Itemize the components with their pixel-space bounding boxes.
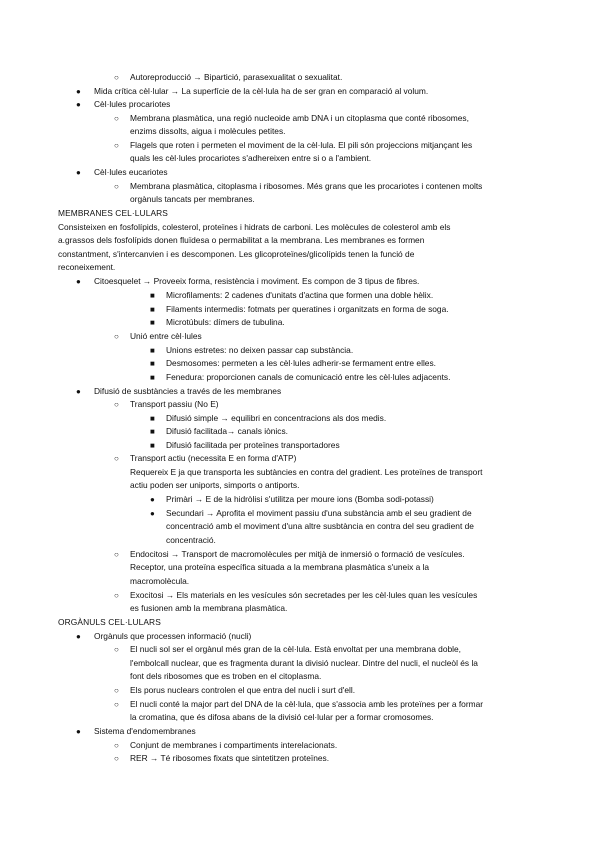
text-line	[130, 125, 285, 138]
list-bullet: ●	[76, 632, 81, 641]
list-bullet: ■	[150, 305, 155, 314]
text-line	[114, 684, 356, 697]
line-text: quals les cèl·lules procariotes s'adhereixen entre si o a l'ambient.	[130, 153, 372, 163]
line-text: ORGÀNULS CEL·LULARS	[58, 617, 161, 627]
text-line	[130, 575, 189, 588]
text-line	[76, 275, 420, 288]
line-text: Fenedura: proporcionen canals de comunicació entre les cèl·lules adjacents.	[166, 372, 451, 382]
list-bullet: ●	[76, 87, 81, 96]
text-line	[114, 112, 469, 125]
text-line	[150, 357, 436, 370]
line-text: enzims dissolts, aigua i molècules petites.	[130, 126, 286, 136]
list-bullet: ■	[150, 441, 155, 450]
list-bullet: ○	[114, 754, 119, 763]
line-text: l'embolcall nuclear, que es fragmenta durant la divisió nuclear. Dintre del nucli, el nucleòl és la	[130, 658, 478, 668]
line-text: MEMBRANES CEL·LULARS	[58, 208, 168, 218]
line-text: Microtúbuls: dímers de tubulina.	[166, 317, 285, 327]
text-line	[76, 85, 429, 98]
text-line	[150, 344, 354, 357]
text-line	[130, 193, 255, 206]
text-line	[114, 452, 297, 465]
list-bullet: ○	[114, 686, 119, 695]
line-text: macromolècula.	[130, 576, 190, 586]
text-line	[130, 561, 429, 574]
text-line	[130, 466, 482, 479]
line-text: a.grassos dels fosfolípids donen fluïdesa o permabilitat a la membrana. Les membranes es formen	[58, 235, 425, 245]
line-text: RER → Té ribosomes fixats que sintetitzen proteïnes.	[130, 753, 330, 763]
text-line	[76, 630, 252, 643]
text-line	[150, 439, 340, 452]
line-text: font dels ribosomes que es troben en el citoplasma.	[130, 671, 322, 681]
list-bullet: ●	[150, 509, 155, 518]
line-text: Desmosomes: permeten a les cèl·lules adherir-se fermament entre elles.	[166, 358, 436, 368]
text-line	[150, 303, 449, 316]
line-text: Secundari → Aprofita el moviment passiu d'una substància amb el seu gradient de	[166, 508, 472, 518]
text-line	[114, 180, 483, 193]
list-bullet: ○	[114, 700, 119, 709]
line-text: Difusió facilitada→ canals iònics.	[166, 426, 288, 436]
line-text: Autoreproducció → Bipartició, parasexualitat o sexualitat.	[130, 72, 343, 82]
line-text: Flagels que roten i permeten el moviment de la cèl·lula. El pili són projeccions mitjançant les	[130, 140, 473, 150]
text-line	[114, 589, 478, 602]
text-line	[130, 152, 371, 165]
list-bullet: ■	[150, 427, 155, 436]
line-text: reconeixement.	[58, 262, 116, 272]
text-line	[166, 534, 216, 547]
line-text: Membrana plasmàtica, citoplasma i ribosomes. Més grans que les procariotes i contenen molts	[130, 181, 483, 191]
text-line	[58, 234, 424, 247]
line-text: Els porus nuclears controlen el que entra del nucli i surt d'ell.	[130, 685, 356, 695]
line-text: Orgànuls que processen informació (nucli)	[94, 631, 252, 641]
line-text: Citoesquelet → Proveeix forma, resistència i moviment. Es compon de 3 tipus de fibres.	[94, 276, 420, 286]
line-text: Cèl·lules eucariotes	[94, 167, 168, 177]
line-text: Difusió de susbtàncies a través de les membranes	[94, 386, 282, 396]
line-text: Membrana plasmàtica, una regió nucleoide amb DNA i un citoplasma que conté ribosomes,	[130, 113, 469, 123]
list-bullet: ○	[114, 645, 119, 654]
text-line	[76, 166, 168, 179]
line-text: concentració amb el moviment d'una altre susbtància en contra del seu gradient de	[166, 521, 474, 531]
line-text: Receptor, una proteïna específica situada a la membrana plasmàtica s'uneix a la	[130, 562, 430, 572]
line-text: concentració.	[166, 535, 216, 545]
text-line	[150, 507, 472, 520]
line-text: Requereix E ja que transporta les subtàncies en contra del gradient. Les proteïnes de transport	[130, 467, 483, 477]
text-line	[114, 698, 484, 711]
line-text: Difusió facilitada per proteïnes transportadores	[166, 440, 340, 450]
line-text: Consisteixen en fosfolípids, colesterol, proteïnes i hidrats de carboni. Les molècules de colesterol amb els	[58, 222, 451, 232]
text-line	[150, 316, 285, 329]
text-line	[150, 425, 288, 438]
line-text: Cèl·lules procariotes	[94, 99, 171, 109]
text-line	[150, 289, 434, 302]
line-text: Mida crítica cèl·lular → La superfície de la cèl·lula ha de ser gran en comparació al volum.	[94, 86, 429, 96]
list-bullet: ■	[150, 291, 155, 300]
list-bullet: ○	[114, 741, 119, 750]
list-bullet: ■	[150, 318, 155, 327]
list-bullet: ■	[150, 346, 155, 355]
text-line	[114, 752, 330, 765]
line-text: es fusionen amb la membrana plasmàtica.	[130, 603, 288, 613]
text-line	[114, 398, 219, 411]
text-line	[114, 71, 343, 84]
line-text: Difusió simple → equilibri en concentracions als dos medis.	[166, 413, 387, 423]
text-line	[130, 657, 478, 670]
line-text: la cromatina, que és difosa abans de la divisió cel·lular per a formar cromosomes.	[130, 712, 434, 722]
line-text: Endocitosi → Transport de macromolècules per mitjà de inmersió o formació de vesícules.	[130, 549, 465, 559]
text-line	[58, 261, 115, 274]
line-text: Microfilaments: 2 cadenes d'unitats d'actina que formen una doble hèlix.	[166, 290, 434, 300]
list-bullet: ●	[76, 387, 81, 396]
line-text: orgànuls tancats per membranes.	[130, 194, 255, 204]
text-line	[76, 725, 196, 738]
list-bullet: ●	[76, 277, 81, 286]
list-bullet: ■	[150, 373, 155, 382]
list-bullet: ○	[114, 73, 119, 82]
text-line	[76, 385, 282, 398]
line-text: Unió entre cèl·lules	[130, 331, 202, 341]
text-line	[114, 139, 473, 152]
text-line	[130, 711, 434, 724]
list-bullet: ●	[76, 168, 81, 177]
list-bullet: ○	[114, 114, 119, 123]
line-text: Sistema d'endomembranes	[94, 726, 196, 736]
text-line	[150, 412, 387, 425]
list-bullet: ○	[114, 400, 119, 409]
text-line	[130, 602, 287, 615]
text-line	[114, 739, 338, 752]
text-line	[114, 548, 465, 561]
list-bullet: ○	[114, 332, 119, 341]
line-text: Unions estretes: no deixen passar cap substància.	[166, 345, 354, 355]
line-text: constantment, s'intercanvien i es descomponen. Les glicoproteïnes/glicolípids tenen la funció de	[58, 249, 415, 259]
line-text: El nucli conté la major part del DNA de la cèl·lula, que s'associa amb les proteïnes per a formar	[130, 699, 484, 709]
text-line	[130, 479, 299, 492]
list-bullet: ■	[150, 414, 155, 423]
line-text: actiu poden ser uniports, simports o antiports.	[130, 480, 300, 490]
text-line	[114, 330, 202, 343]
text-line	[130, 670, 321, 683]
text-line	[114, 643, 461, 656]
list-bullet: ○	[114, 141, 119, 150]
text-line	[150, 371, 451, 384]
line-text: Filaments intermedis: fotmats per queratines i organitzats en forma de soga.	[166, 304, 449, 314]
text-line	[58, 248, 414, 261]
line-text: Transport passiu (No E)	[130, 399, 219, 409]
line-text: Conjunt de membranes i compartiments interelacionats.	[130, 740, 338, 750]
line-text: Transport actiu (necessita E en forma d'ATP)	[130, 453, 297, 463]
list-bullet: ○	[114, 454, 119, 463]
list-bullet: ○	[114, 591, 119, 600]
list-bullet: ○	[114, 550, 119, 559]
line-text: Primàri → E de la hidròlisi s'utilitza per moure ions (Bomba sodi-potassi)	[166, 494, 434, 504]
list-bullet: ●	[76, 727, 81, 736]
list-bullet: ■	[150, 359, 155, 368]
list-bullet: ●	[76, 100, 81, 109]
text-line	[166, 520, 474, 533]
text-line	[150, 493, 434, 506]
section-heading	[58, 207, 168, 220]
text-line	[58, 221, 450, 234]
line-text: Exocitosi → Els materials en les vesícules són secretades per les cèl·lules quan les vesícules	[130, 590, 478, 600]
text-line	[76, 98, 171, 111]
section-heading	[58, 616, 161, 629]
line-text: El nucli sol ser el orgànul més gran de la cèl·lula. Està envoltat per una membrana doble,	[130, 644, 461, 654]
list-bullet: ○	[114, 182, 119, 191]
list-bullet: ●	[150, 495, 155, 504]
